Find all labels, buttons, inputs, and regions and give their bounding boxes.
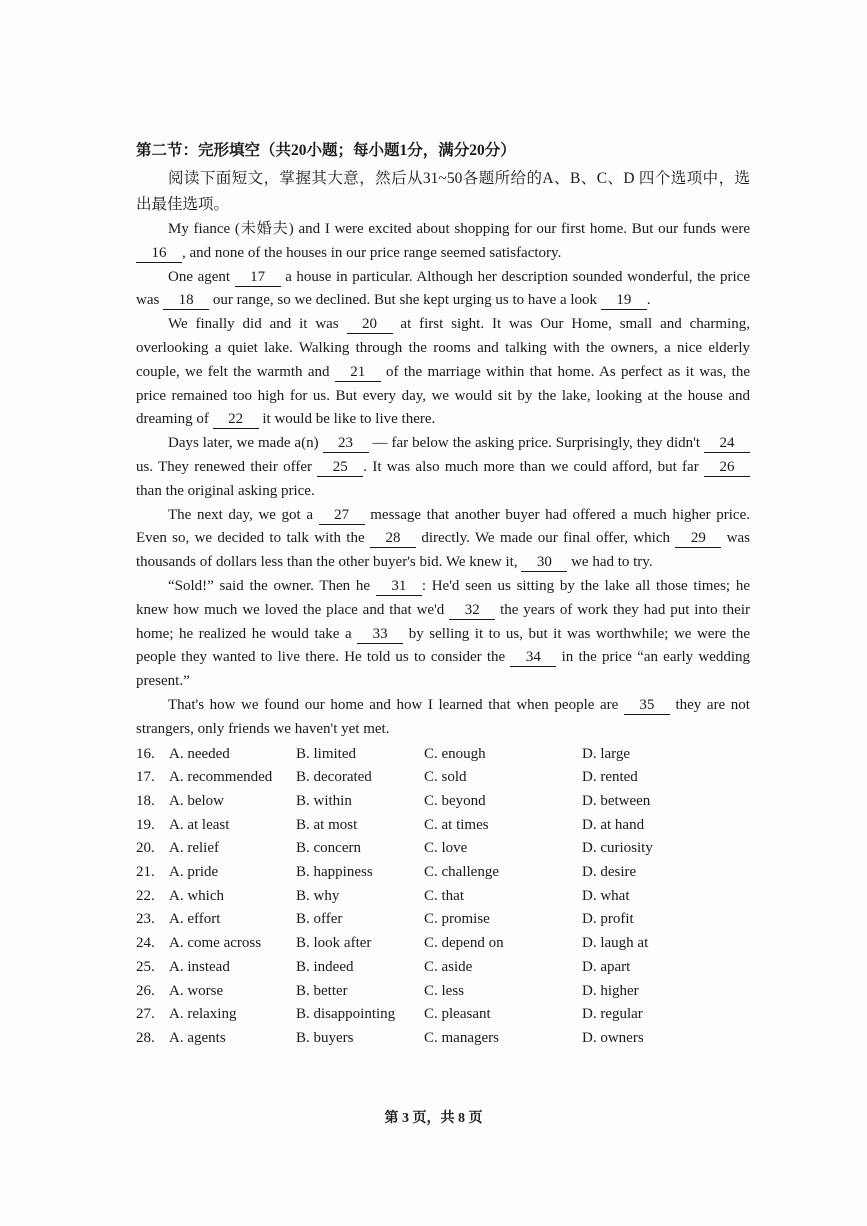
page-footer: 第 3 页，共 8 页: [384, 1111, 483, 1126]
blank-number: 16: [136, 244, 182, 263]
option-b: B. within: [296, 792, 352, 809]
option-row: [136, 1027, 750, 1051]
option-b: B. offer: [296, 911, 343, 928]
option-b: B. decorated: [296, 769, 372, 786]
blank-number: 24: [704, 434, 750, 453]
option-b: B. look after: [296, 935, 372, 952]
option-c: C. enough: [424, 745, 486, 762]
question-number: 18.: [136, 792, 155, 809]
blank-number: 32: [449, 601, 495, 620]
option-c: C. managers: [424, 1029, 499, 1046]
option-b: B. buyers: [296, 1029, 354, 1046]
passage-text: , and none of the houses in our price range seemed satisfactory.: [182, 244, 562, 261]
question-number: 24.: [136, 935, 155, 952]
passage-text: by selling it to us, but it was worthwhile; we were the people they wanted to live there. He told us to consider the: [136, 625, 750, 666]
question-number: 26.: [136, 982, 155, 999]
section-title: 第二节：完形填空（共20小题；每小题1分，满分20分）: [136, 142, 516, 159]
option-a: A. instead: [169, 958, 230, 975]
option-row: [136, 908, 750, 932]
option-row: [136, 766, 750, 790]
passage: [136, 218, 750, 742]
option-a: A. recommended: [169, 769, 273, 786]
blank-number: 35: [624, 696, 670, 715]
option-c: C. promise: [424, 911, 490, 928]
question-number: 16.: [136, 745, 155, 762]
option-c: C. at times: [424, 816, 489, 833]
blank-number: 30: [521, 553, 567, 572]
blank-number: 22: [213, 410, 259, 429]
passage-text: . It was also much more than we could afford, but far: [363, 458, 704, 475]
blank-number: 20: [347, 315, 393, 334]
question-number: 17.: [136, 769, 155, 786]
passage-text: “Sold!” said the owner. Then he: [168, 577, 376, 594]
option-a: A. relief: [169, 840, 219, 857]
option-d: D. curiosity: [582, 840, 653, 857]
option-row: [136, 861, 750, 885]
passage-text: we had to try.: [567, 554, 653, 571]
option-row: [136, 790, 750, 814]
option-d: D. rented: [582, 769, 638, 786]
option-d: D. large: [582, 745, 631, 762]
blank-number: 26: [704, 458, 750, 477]
option-a: A. below: [169, 792, 224, 809]
blank-number: 23: [323, 434, 369, 453]
option-a: A. at least: [169, 816, 230, 833]
option-b: B. happiness: [296, 864, 373, 881]
option-c: C. challenge: [424, 864, 499, 881]
passage-text: was thousands of dollars less than the other buyer's bid. We knew it,: [136, 530, 751, 571]
blank-number: 27: [319, 506, 365, 525]
option-c: C. beyond: [424, 792, 486, 809]
option-row: [136, 814, 750, 838]
passage-text: My fiance (未婚夫) and I were excited about shopping for our first home. But our funds were: [168, 221, 750, 237]
option-d: D. desire: [582, 864, 637, 881]
passage-paragraph: [136, 313, 750, 432]
option-b: B. better: [296, 982, 348, 999]
passage-text: directly. We made our final offer, which: [415, 530, 676, 547]
options-list: [136, 743, 750, 1051]
passage-text: .: [646, 292, 651, 309]
passage-text: it would be like to live there.: [258, 411, 436, 428]
passage-paragraph: [136, 504, 750, 575]
option-a: A. needed: [169, 745, 230, 762]
question-number: 27.: [136, 1006, 155, 1023]
option-d: D. higher: [582, 982, 639, 999]
passage-text: That's how we found our home and how I learned that when people are: [168, 696, 624, 713]
blank-number: 25: [317, 458, 363, 477]
passage-text: than the original asking price.: [136, 482, 315, 499]
passage-text: The next day, we got a: [168, 506, 319, 523]
blank-number: 33: [357, 625, 403, 644]
option-c: C. depend on: [424, 935, 504, 952]
option-row: [136, 837, 750, 861]
content-area: [136, 140, 750, 1051]
option-a: A. pride: [169, 864, 219, 881]
passage-paragraph: [136, 694, 750, 742]
option-d: D. laugh at: [582, 935, 649, 952]
option-row: [136, 932, 750, 956]
option-c: C. pleasant: [424, 1006, 491, 1023]
option-c: C. that: [424, 887, 464, 904]
option-row: [136, 980, 750, 1004]
passage-text: One agent: [168, 268, 235, 285]
option-a: A. worse: [169, 982, 224, 999]
option-d: D. at hand: [582, 816, 645, 833]
blank-number: 21: [335, 363, 381, 382]
passage-text: at first sight. It was Our Home, small and charming, overlooking a quiet lake. Walking through the rooms and talking with the owners, a nice elderly couple, we felt the warmth and: [136, 316, 750, 380]
option-a: A. come across: [169, 935, 262, 952]
option-row: [136, 885, 750, 909]
option-b: B. why: [296, 887, 340, 904]
option-b: B. at most: [296, 816, 358, 833]
passage-text: message that another buyer had offered a much higher price. Even so, we decided to talk with the: [136, 506, 750, 547]
passage-paragraph: [136, 432, 750, 503]
blank-number: 28: [370, 529, 416, 548]
passage-text: — far below the asking price. Surprisingly, they didn't: [368, 435, 704, 452]
passage-paragraph: [136, 218, 750, 266]
blank-number: 31: [376, 577, 422, 596]
question-number: 19.: [136, 816, 155, 833]
option-d: D. owners: [582, 1029, 644, 1046]
blank-number: 29: [675, 529, 721, 548]
blank-number: 17: [235, 268, 281, 287]
passage-text: in the price “an early wedding present.”: [136, 649, 751, 690]
passage-text: a house in particular. Although her description sounded wonderful, the price was: [136, 268, 750, 309]
option-a: A. which: [169, 887, 224, 904]
question-number: 20.: [136, 840, 155, 857]
question-number: 28.: [136, 1029, 155, 1046]
option-d: D. regular: [582, 1006, 643, 1023]
question-number: 22.: [136, 887, 155, 904]
option-row: [136, 956, 750, 980]
option-b: B. disappointing: [296, 1006, 396, 1023]
option-a: A. agents: [169, 1029, 226, 1046]
passage-text: us. They renewed their offer: [136, 458, 318, 475]
option-d: D. profit: [582, 911, 634, 928]
option-d: D. between: [582, 792, 651, 809]
passage-text: they are not strangers, only friends we haven't yet met.: [136, 696, 750, 737]
option-c: C. sold: [424, 769, 467, 786]
blank-number: 19: [601, 291, 647, 310]
option-b: B. concern: [296, 840, 361, 857]
option-b: B. limited: [296, 745, 356, 762]
option-d: D. apart: [582, 958, 631, 975]
passage-paragraph: [136, 575, 750, 694]
question-number: 25.: [136, 958, 155, 975]
option-a: A. relaxing: [169, 1006, 237, 1023]
option-row: [136, 1003, 750, 1027]
passage-text: : He'd seen us sitting by the lake all those times; he knew how much we loved the place and that we'd: [136, 577, 750, 618]
passage-paragraph: [136, 266, 750, 314]
passage-text: of the marriage within that home. As perfect as it was, the price remained too high for us. But every day, we would sit by the lake, looking at the house and dreaming of: [136, 363, 750, 428]
instructions: 阅读下面短文，掌握其大意，然后从31~50各题所给的A、B、C、D 四个选项中，选出最佳选项。: [136, 170, 750, 213]
option-d: D. what: [582, 887, 630, 904]
passage-text: Days later, we made a(n): [168, 435, 323, 452]
option-c: C. love: [424, 840, 468, 857]
option-c: C. less: [424, 982, 465, 999]
question-number: 23.: [136, 911, 155, 928]
option-row: [136, 743, 750, 767]
question-number: 21.: [136, 864, 155, 881]
option-c: C. aside: [424, 958, 473, 975]
blank-number: 18: [163, 291, 209, 310]
blank-number: 34: [510, 648, 556, 667]
option-a: A. effort: [169, 911, 221, 928]
option-b: B. indeed: [296, 958, 354, 975]
passage-text: the years of work they had put into their home; he realized he would take a: [136, 601, 750, 642]
passage-text: our range, so we declined. But she kept urging us to have a look: [209, 292, 601, 309]
passage-text: We finally did and it was: [168, 316, 347, 333]
